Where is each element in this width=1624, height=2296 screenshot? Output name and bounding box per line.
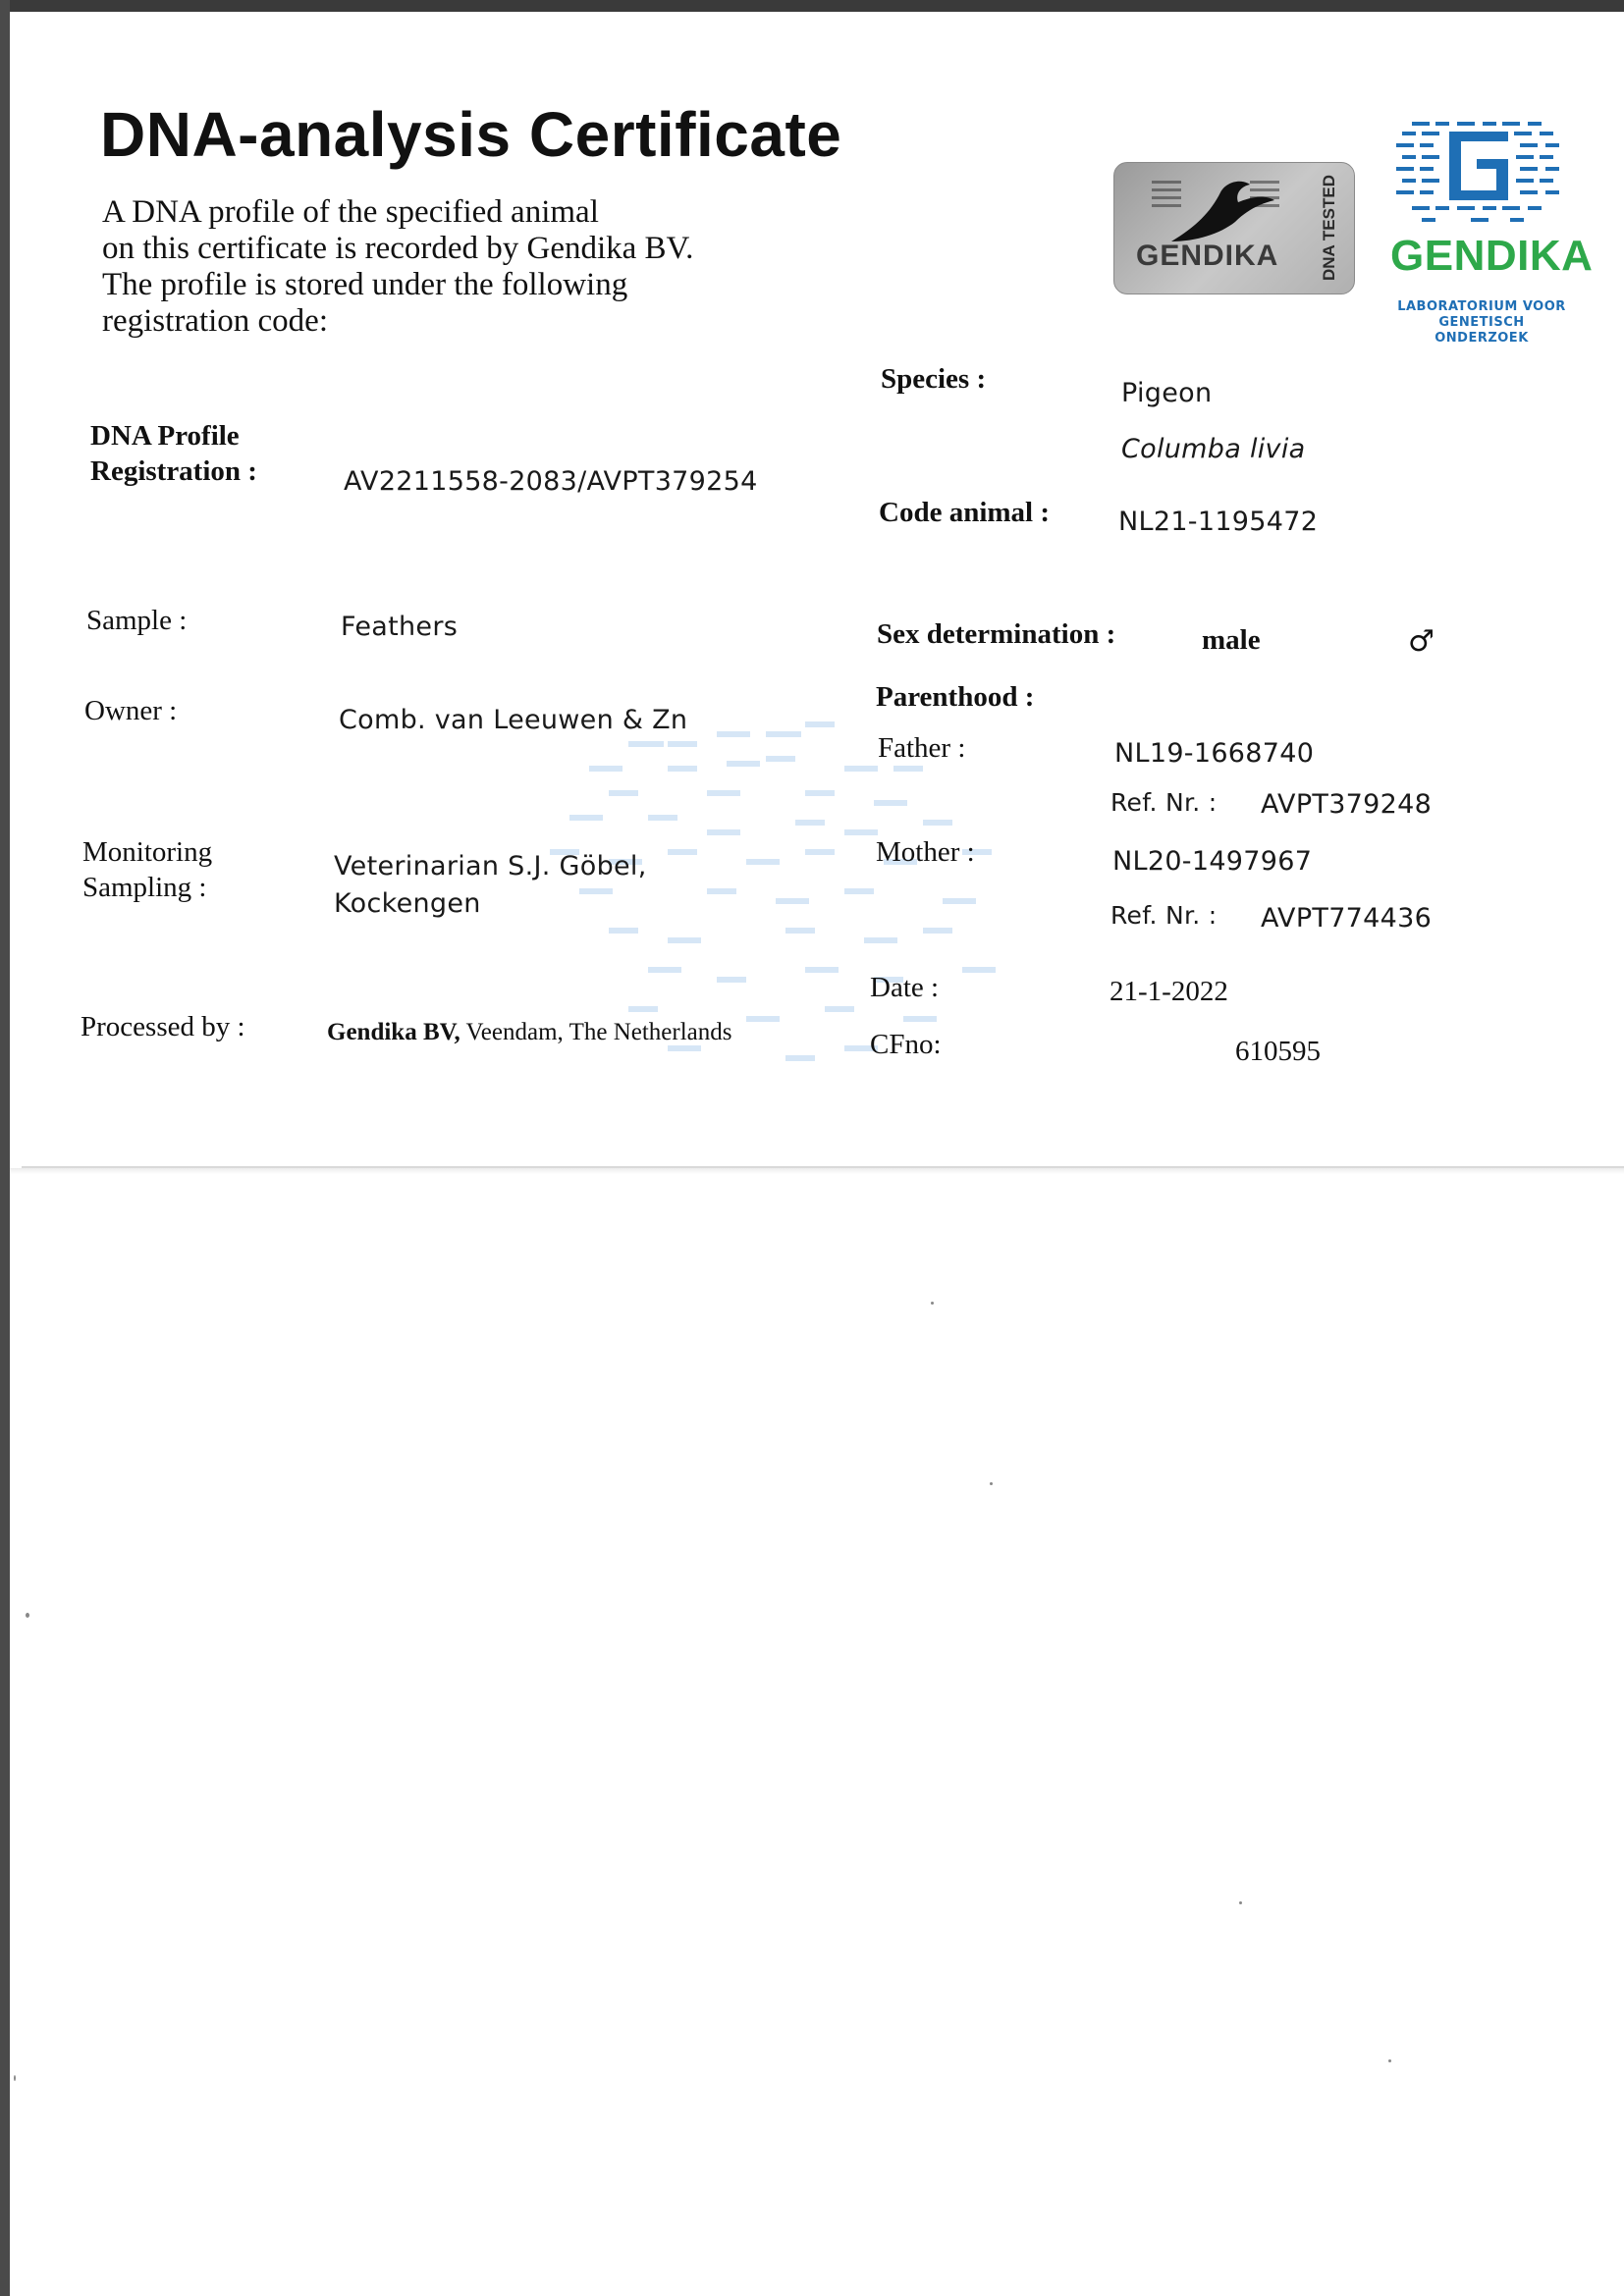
monitoring-label <box>82 834 212 905</box>
sample-label: Sample : <box>86 605 188 636</box>
registration-label-line: DNA Profile <box>90 420 240 452</box>
monitoring-label-line: Sampling : <box>82 872 207 903</box>
date-label: Date : <box>870 972 940 1003</box>
intro-line: registration code: <box>102 303 329 339</box>
father-value: NL19-1668740 <box>1114 738 1315 769</box>
scan-speck <box>931 1302 934 1305</box>
gendika-logo-icon <box>1392 120 1573 226</box>
species-label: Species : <box>881 363 987 395</box>
scan-speck <box>1388 2059 1391 2062</box>
scan-top-edge <box>0 0 1624 12</box>
sex-determination-label: Sex determination : <box>877 618 1116 650</box>
father-ref-value: AVPT379248 <box>1261 789 1433 820</box>
mother-ref-value: AVPT774436 <box>1261 903 1433 934</box>
card-edge-shadow <box>10 1168 1624 1174</box>
registration-label-line: Registration : <box>90 455 257 487</box>
sample-value: Feathers <box>341 612 459 642</box>
certificate-title: DNA-analysis Certificate <box>100 99 842 170</box>
scan-speck <box>990 1482 993 1485</box>
scan-speck <box>14 2075 16 2081</box>
stamp-vertical-label <box>1307 173 1346 286</box>
processed-company: Gendika BV, <box>327 1019 460 1045</box>
father-label: Father : <box>878 732 966 764</box>
male-symbol-icon: ♂ <box>1408 624 1435 659</box>
species-latin-value: Columba livia <box>1121 434 1306 464</box>
registration-label <box>90 418 257 489</box>
processed-value <box>327 1019 732 1046</box>
scan-left-edge <box>0 0 10 2296</box>
owner-label: Owner : <box>84 695 178 726</box>
species-common-value: Pigeon <box>1121 378 1213 408</box>
scan-speck <box>26 1613 29 1618</box>
father-ref-label: Ref. Nr. : <box>1110 788 1218 817</box>
registration-value: AV2211558-2083/AVPT379254 <box>344 466 758 497</box>
scan-speck <box>1239 1901 1242 1904</box>
certificate-intro <box>102 194 809 340</box>
cfno-label: CFno: <box>870 1029 942 1060</box>
monitoring-value <box>334 848 647 923</box>
monitoring-value-line: Veterinarian S.J. Göbel, <box>334 851 647 881</box>
intro-line: The profile is stored under the following <box>102 267 628 302</box>
monitoring-label-line: Monitoring <box>82 836 213 868</box>
mother-label: Mother : <box>876 836 975 868</box>
intro-line: A DNA profile of the specified animal <box>102 194 599 230</box>
stamp-brand: GENDIKA <box>1136 240 1279 272</box>
owner-value: Comb. van Leeuwen & Zn <box>339 705 688 735</box>
monitoring-value-line: Kockengen <box>334 888 481 919</box>
gendika-logo-tagline <box>1392 299 1571 347</box>
processed-location: Veendam, The Netherlands <box>460 1019 732 1045</box>
logo-tagline-line: LABORATORIUM VOOR <box>1397 299 1566 314</box>
parenthood-label: Parenthood : <box>876 681 1035 713</box>
code-animal-label: Code animal : <box>879 497 1050 528</box>
sex-value: male <box>1202 624 1261 656</box>
cfno-value: 610595 <box>1235 1036 1321 1067</box>
mother-value: NL20-1497967 <box>1112 846 1313 877</box>
logo-tagline-line: GENETISCH ONDERZOEK <box>1435 315 1529 346</box>
mother-ref-label: Ref. Nr. : <box>1110 901 1218 930</box>
date-value: 21-1-2022 <box>1110 976 1228 1007</box>
intro-line: on this certificate is recorded by Gendika BV. <box>102 231 694 266</box>
processed-label: Processed by : <box>81 1011 245 1042</box>
code-animal-value: NL21-1195472 <box>1118 507 1319 537</box>
dna-tested-stamp <box>1113 162 1355 294</box>
stamp-vertical-text: DNA TESTED <box>1320 175 1338 281</box>
gendika-logo-wordmark: GENDIKA <box>1390 232 1594 280</box>
